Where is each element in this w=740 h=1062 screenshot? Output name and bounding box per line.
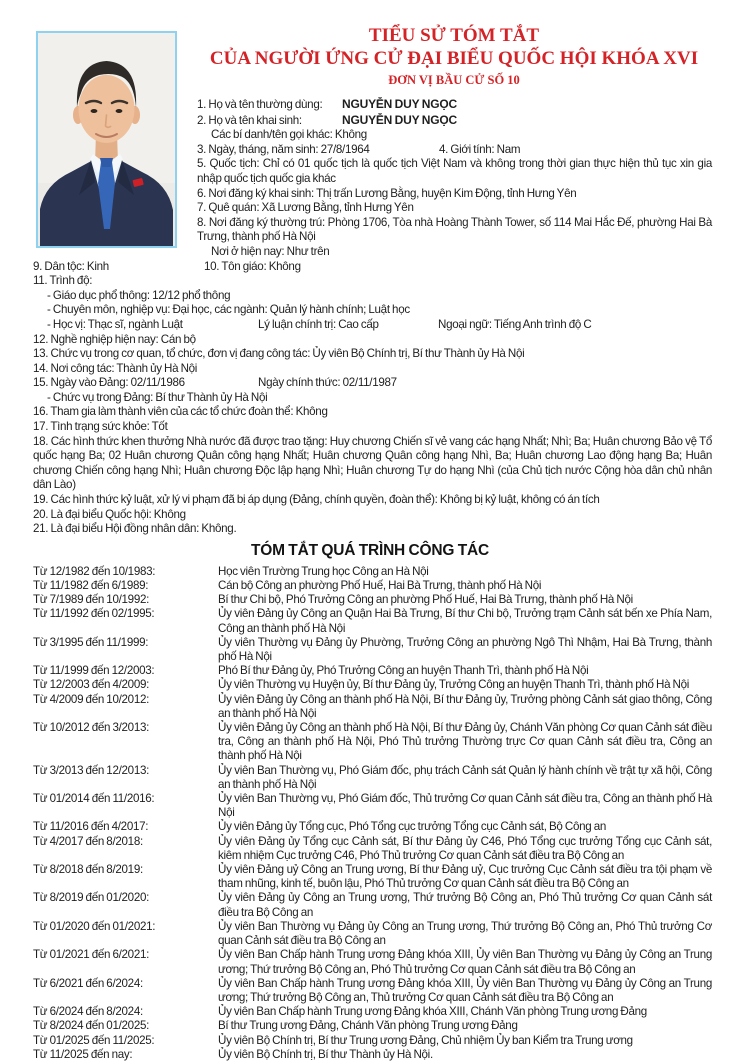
- birth-name-row: [197, 113, 712, 129]
- birthplace-row: 6. Nơi đăng ký khai sinh: Thị trấn Lương Bằng, huyện Kim Động, tỉnh Hưng Yên: [197, 186, 577, 200]
- career-detail: Ủy viên Ban Chấp hành Trung ương Đảng khóa XIII, Ủy viên Ban Thường vụ Đảng ủy Công an Trung ương; Thứ trưởng Bộ Công an, Phó Thủ trưởng Cơ quan Cảnh sát điều tra Bộ Công an: [218, 948, 712, 976]
- career-row: [33, 1048, 712, 1062]
- career-detail: Ủy viên Đảng uỷ Công an Trung ương, Bí thư Đảng uỷ, Cục trưởng Cục Cảnh sát điều tra tội phạm về tham nhũng, kinh tế, buôn lậu, Phó Thủ trưởng Cơ quan Cảnh sát điều tra Bộ Công an: [218, 863, 712, 891]
- membership-row: 16. Tham gia làm thành viên của các tổ chức đoàn thể: Không: [33, 405, 328, 419]
- career-row: [33, 820, 712, 834]
- career-row: [33, 693, 712, 721]
- foreign-language-value: Ngoại ngữ: Tiếng Anh trình độ C: [438, 317, 592, 331]
- residence-row: 8. Nơi đăng ký thường trú: Phòng 1706, Tòa nhà Hoàng Thành Tower, số 114 Mai Hắc Đế, phường Hai Bà Trưng, thành phố Hà Nội: [197, 215, 712, 244]
- career-period: Từ 6/2021 đến 6/2024:: [33, 976, 143, 990]
- career-row: [33, 607, 712, 635]
- dob-gender-row: [197, 143, 712, 158]
- career-period: Từ 01/2025 đến 11/2025:: [33, 1033, 155, 1047]
- career-row: [33, 1034, 712, 1048]
- career-row: [33, 1005, 712, 1019]
- career-row: [33, 948, 712, 976]
- career-period: Từ 7/1989 đến 10/1992:: [33, 593, 150, 607]
- career-row: [33, 664, 712, 678]
- career-detail: Ủy viên Đảng ủy Công an Quận Hai Bà Trưng, Bí thư Chi bộ, Trưởng trạm Cảnh sát bến xe Phía Nam, Công an thành phố Hà Nội: [218, 607, 712, 635]
- career-period: Từ 01/2020 đến 01/2021:: [33, 919, 156, 933]
- dob-value: 3. Ngày, tháng, năm sinh: 27/8/1964: [197, 142, 370, 156]
- na-deputy-row: 20. Là đại biểu Quốc hội: Không: [33, 507, 186, 521]
- career-row: [33, 764, 712, 792]
- party-official-date: Ngày chính thức: 02/11/1987: [258, 376, 397, 390]
- election-unit-label: ĐƠN VỊ BẦU CỬ SỐ 10: [388, 73, 520, 87]
- career-detail: Phó Bí thư Đảng ủy, Phó Trưởng Công an huyện Thanh Trì, thành phố Hà Nội: [218, 664, 589, 678]
- career-row: [33, 920, 712, 948]
- personal-info-bottom: [33, 260, 712, 537]
- career-detail: Ủy viên Đảng ủy Tổng cục Cảnh sát, Bí thư Đảng ủy C46, Phó Tổng cục trưởng Tổng cục Cảnh sát, kiêm nhiệm Cục trưởng C46, Phó Thủ trưởng Cơ quan Cảnh sát điều tra Bộ Công an: [218, 834, 712, 862]
- career-row: [33, 835, 712, 863]
- document-title: TIỂU SỬ TÓM TẮT: [368, 25, 540, 46]
- full-name-value: NGUYỄN DUY NGỌC: [342, 97, 457, 111]
- career-row: [33, 721, 712, 764]
- career-detail: Cán bộ Công an phường Phố Huế, Hai Bà Trưng, thành phố Hà Nội: [218, 579, 542, 593]
- education-general-row: - Giáo dục phổ thông: 12/12 phổ thông: [47, 288, 231, 302]
- career-detail: Bí thư Trung ương Đảng, Chánh Văn phòng Trung ương Đảng: [218, 1019, 518, 1033]
- career-period: Từ 3/2013 đến 12/2013:: [33, 763, 150, 777]
- current-residence-row: Nơi ở hiện nay: Như trên: [211, 244, 330, 258]
- career-row: [33, 863, 712, 891]
- career-detail: Ủy viên Đảng ủy Công an Trung ương, Thứ trưởng Bộ Công an, Phó Thủ trưởng Cơ quan Cảnh sát điều tra Bộ Công an: [218, 891, 712, 919]
- career-row: [33, 977, 712, 1005]
- party-dates-row: [33, 376, 712, 391]
- career-history-table: [33, 565, 712, 1062]
- personal-info-top: [197, 97, 712, 260]
- full-name-label: 1. Họ và tên thường dùng:: [197, 98, 323, 111]
- career-period: Từ 11/2016 đến 4/2017:: [33, 820, 149, 834]
- ethnicity-value: 9. Dân tộc: Kinh: [33, 259, 109, 273]
- career-period: Từ 11/1992 đến 02/1995:: [33, 607, 155, 621]
- career-period: Từ 12/2003 đến 4/2009:: [33, 678, 150, 692]
- occupation-row: 12. Nghề nghiệp hiện nay: Cán bộ: [33, 332, 196, 346]
- career-detail: Ủy viên Đảng ủy Tổng cục, Phó Tổng cục trưởng Tổng cục Cảnh sát, Bộ Công an: [218, 820, 606, 834]
- career-period: Từ 01/2021 đến 6/2021:: [33, 948, 150, 962]
- workplace-row: 14. Nơi công tác: Thành ủy Hà Nội: [33, 361, 198, 375]
- birth-name-label: 2. Họ và tên khai sinh:: [197, 113, 302, 127]
- career-detail: Ủy viên Ban Thường vụ, Phó Giám đốc, Thủ trưởng Cơ quan Cảnh sát điều tra, Công an thành phố Hà Nội: [218, 792, 712, 820]
- career-row: [33, 678, 712, 692]
- career-period: Từ 8/2019 đến 01/2020:: [33, 891, 150, 905]
- political-theory-value: Lý luận chính trị: Cao cấp: [258, 317, 379, 331]
- career-period: Từ 11/1982 đến 6/1989:: [33, 579, 149, 593]
- career-row: [33, 565, 712, 579]
- party-join-date: 15. Ngày vào Đảng: 02/11/1986: [33, 376, 185, 390]
- career-row: [33, 579, 712, 593]
- career-detail: Ủy viên Ban Thường vụ, Phó Giám đốc, phụ trách Cảnh sát Quản lý hành chính về trật tự xã hội, Công an thành phố Hà Nội: [218, 763, 712, 791]
- career-detail: Học viên Trường Trung học Công an Hà Nội: [218, 564, 429, 578]
- career-period: Từ 8/2024 đến 01/2025:: [33, 1019, 150, 1033]
- degree-value: - Học vị: Thạc sĩ, ngành Luật: [47, 317, 183, 331]
- education-professional-row: - Chuyên môn, nghiệp vụ: Đại học, các ngành: Quản lý hành chính; Luật học: [47, 303, 410, 317]
- career-period: Từ 11/1999 đến 12/2003:: [33, 664, 155, 678]
- career-row: [33, 891, 712, 919]
- nationality-row: 5. Quốc tịch: Chỉ có 01 quốc tịch là quốc tịch Việt Nam và không trong thời gian thực hiện thủ tục xin gia nhập quốc tịch quốc gia khác: [197, 157, 712, 185]
- career-detail: Ủy viên Thường vụ Huyện ủy, Bí thư Đảng ủy, Trưởng Công an huyện Thanh Trì, thành phố Hà Nội: [218, 678, 690, 692]
- career-detail: Ủy viên Đảng ủy Công an thành phố Hà Nội, Bí thư Đảng ủy, Trưởng phòng Cảnh sát giao thông, Công an thành phố Hà Nội: [218, 692, 712, 720]
- career-period: Từ 3/1995 đến 11/1999:: [33, 635, 149, 649]
- portrait-illustration: [38, 33, 175, 246]
- career-detail: Ủy viên Đảng ủy Công an thành phố Hà Nội, Bí thư Đảng ủy, Chánh Văn phòng Cơ quan Cảnh sát điều tra, Công an thành phố Hà Nội, Phó Thủ trưởng Thường trực Cơ quan Cảnh sát điều tra, Công an thành phố Hà Nội: [218, 721, 712, 763]
- career-period: Từ 10/2012 đến 3/2013:: [33, 721, 150, 735]
- career-detail: Ủy viên Bộ Chính trị, Bí thư Trung ương Đảng, Chủ nhiệm Ủy ban Kiểm tra Trung ương: [218, 1033, 633, 1047]
- career-row: [33, 1019, 712, 1033]
- career-period: Từ 8/2018 đến 8/2019:: [33, 863, 143, 877]
- career-period: Từ 01/2014 đến 11/2016:: [33, 792, 155, 806]
- ethnicity-religion-row: [33, 260, 712, 275]
- career-detail: Ủy viên Ban Chấp hành Trung ương Đảng khóa XIII, Ủy viên Ban Thường vụ Đảng ủy Công an Trung ương; Thứ trưởng Bộ Công an, Thủ trưởng Cơ quan Cảnh sát điều tra Bộ Công an: [218, 976, 712, 1004]
- career-row: [33, 593, 712, 607]
- party-position-row: - Chức vụ trong Đảng: Bí thư Thành ủy Hà Nội: [47, 390, 268, 404]
- career-row: [33, 636, 712, 664]
- religion-value: 10. Tôn giáo: Không: [204, 259, 301, 273]
- birth-name-value: NGUYỄN DUY NGỌC: [342, 112, 457, 127]
- career-detail: Ủy viên Bộ Chính trị, Bí thư Thành ủy Hà Nội.: [218, 1047, 433, 1061]
- career-detail: Ủy viên Thường vụ Đảng ủy Phường, Trưởng Công an phường Ngô Thì Nhậm, Hai Bà Trưng, thành phố Hà Nội: [218, 635, 712, 664]
- education-heading-row: 11. Trình độ:: [33, 274, 93, 288]
- career-detail: Ủy viên Ban Thường vụ Đảng ủy Công an Trung ương, Thứ trưởng Bộ Công an, Phó Thủ trưởng Cơ quan Cảnh sát điều tra Bộ Công an: [218, 919, 712, 948]
- career-period: Từ 12/1982 đến 10/1983:: [33, 564, 156, 578]
- career-period: Từ 6/2024 đến 8/2024:: [33, 1005, 143, 1019]
- health-row: 17. Tình trạng sức khỏe: Tốt: [33, 420, 168, 434]
- career-period: Từ 4/2009 đến 10/2012:: [33, 692, 150, 706]
- career-section-heading: TÓM TẮT QUÁ TRÌNH CÔNG TÁC: [250, 541, 490, 559]
- gender-value: 4. Giới tính: Nam: [439, 142, 521, 156]
- candidate-photo: [36, 31, 177, 248]
- alias-row: Các bí danh/tên gọi khác: Không: [211, 128, 367, 142]
- career-period: Từ 11/2025 đến nay:: [33, 1047, 133, 1061]
- career-period: Từ 4/2017 đến 8/2018:: [33, 834, 143, 848]
- degree-theory-language-row: [33, 318, 712, 333]
- awards-row: 18. Các hình thức khen thưởng Nhà nước đã được trao tặng: Huy chương Chiến sĩ vẻ vang các hạng Nhất; Nhì; Ba; Huân chương Bảo vệ Tổ quốc hạng Ba; 02 Huân chương Quân công hạng Nhất; Huân chương Quân công hạng Nhì, Ba; Huân chương Lao động hạng Ba; Huân chương Chiến công hạng Nhì; Huân chương Độc lập hạng Nhì; Huân chương Tự do hạng Nhì (của Chủ tịch nước Cộng hòa dân chủ nhân dân Lào): [33, 434, 712, 492]
- career-detail: Ủy viên Ban Chấp hành Trung ương Đảng khóa XIII, Chánh Văn phòng Trung ương Đảng: [218, 1005, 647, 1019]
- career-detail: Bí thư Chi bộ, Phó Trưởng Công an phường Phố Huế, Hai Bà Trưng, thành phố Hà Nội: [218, 593, 633, 607]
- document-subtitle: CỦA NGƯỜI ỨNG CỬ ĐẠI BIỂU QUỐC HỘI KHÓA XVI: [209, 48, 699, 69]
- discipline-row: 19. Các hình thức kỷ luật, xử lý vi phạm đã bị áp dụng (Đảng, chính quyền, đoàn thể): Không bị kỷ luật, không có án tích: [33, 493, 600, 507]
- career-row: [33, 792, 712, 820]
- position-row: 13. Chức vụ trong cơ quan, tổ chức, đơn vị đang công tác: Ủy viên Bộ Chính trị, Bí thư Thành ủy Hà Nội: [33, 347, 525, 361]
- hometown-row: 7. Quê quán: Xã Lương Bằng, tỉnh Hưng Yên: [197, 201, 414, 215]
- document-header: [190, 0, 718, 89]
- full-name-row: [197, 97, 712, 113]
- council-deputy-row: 21. Là đại biểu Hội đồng nhân dân: Không.: [33, 522, 237, 536]
